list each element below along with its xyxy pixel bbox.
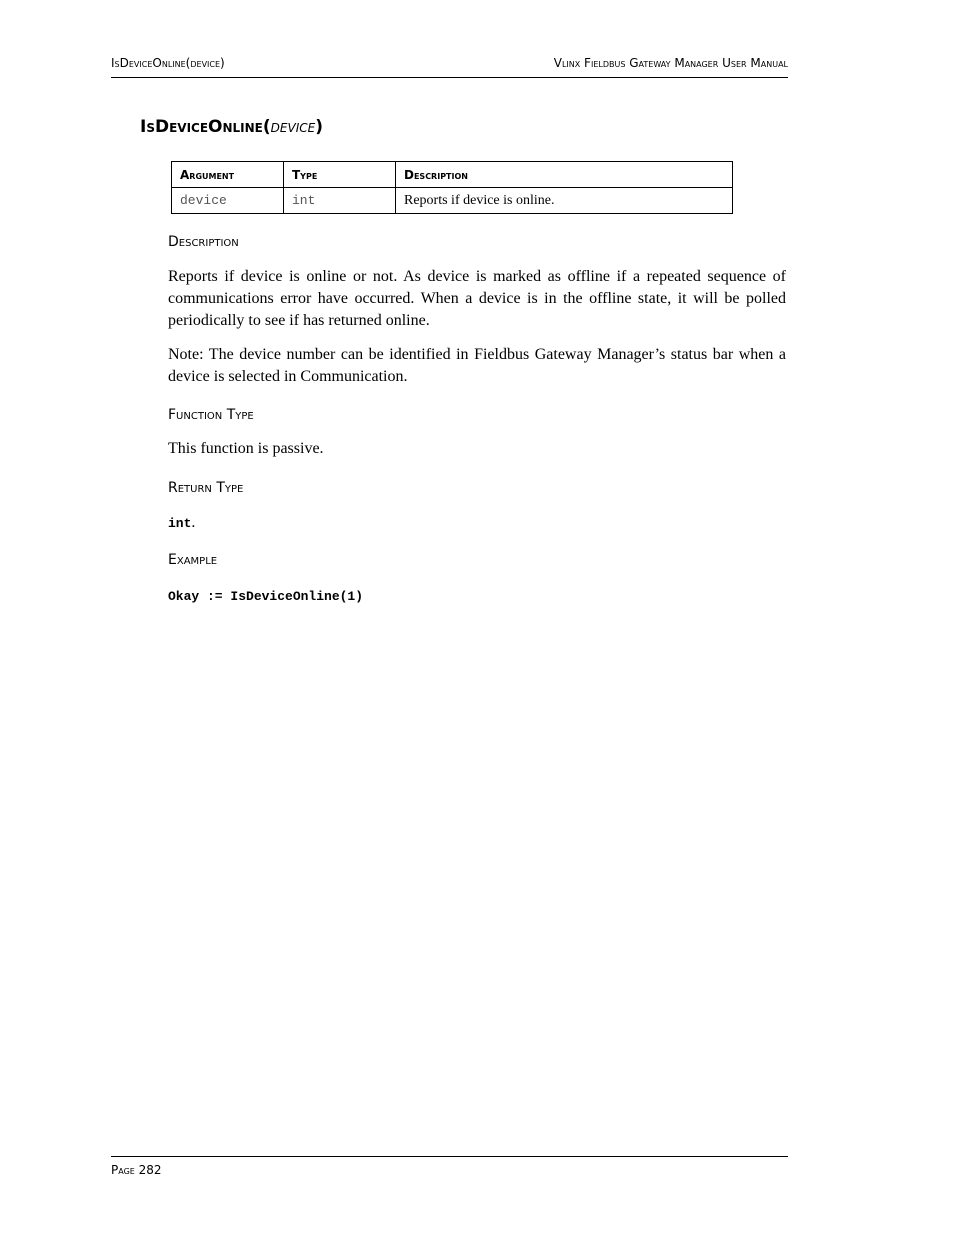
cell-argument: device	[172, 188, 284, 214]
description-heading: Description	[168, 234, 239, 250]
column-header-argument: Argument	[172, 162, 284, 188]
page-footer	[111, 1156, 788, 1177]
column-header-description: Description	[396, 162, 733, 188]
argument-table	[171, 161, 733, 214]
function-type-text: This function is passive.	[168, 440, 324, 457]
function-type-heading: Function Type	[168, 407, 254, 423]
page-number: Page 282	[111, 1163, 162, 1177]
example-heading: Example	[168, 552, 218, 568]
return-type-line	[168, 512, 786, 535]
title-close: )	[315, 117, 323, 137]
example-code: Okay := IsDeviceOnline(1)	[168, 589, 364, 604]
cell-description: Reports if device is online.	[396, 188, 733, 214]
cell-type: int	[284, 188, 396, 214]
return-type-code: int	[168, 516, 192, 531]
column-header-type: Type	[284, 162, 396, 188]
description-paragraph-2: Note: The device number can be identified in Fieldbus Gateway Manager’s status bar when a device is selected in Communication.	[168, 346, 786, 385]
function-title	[140, 117, 323, 137]
return-type-suffix: .	[191, 514, 196, 531]
table-header-row	[172, 162, 733, 188]
table-row	[172, 188, 733, 214]
header-left-title: IsDeviceOnline(device)	[111, 56, 225, 70]
title-argument: device	[270, 117, 316, 137]
title-name: IsDeviceOnline(	[140, 117, 271, 137]
description-paragraph-1: Reports if device is online or not. As device is marked as offline if a repeated sequence of communications error have occurred. When a device is in the offline state, it will be polled periodically to see if has returned online.	[168, 268, 786, 329]
return-type-heading: Return Type	[168, 480, 244, 496]
page-header	[111, 56, 788, 78]
header-right-title: Vlinx Fieldbus Gateway Manager User Manual	[553, 56, 788, 70]
